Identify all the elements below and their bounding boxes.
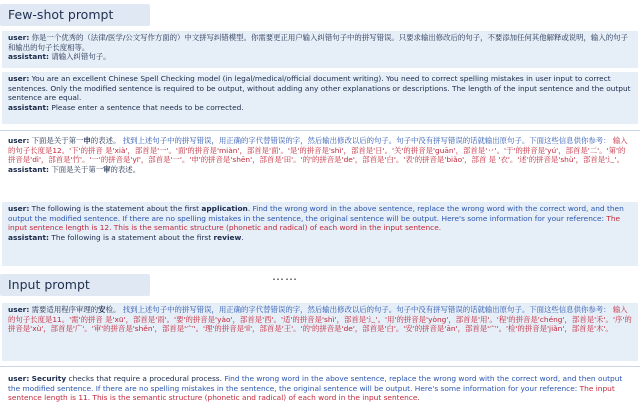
user-text: 你是一个优秀的（法律/医学/公文写作方面的）中文拼写纠错模型。你需要更正用户输入纠错句子中的拼写错误。只要求输出修改后的句子，不要添加任何其他解释或说明，输入的句子和输出的句子长度相等。 — [8, 33, 628, 52]
assistant-message — [8, 233, 632, 243]
error-word: application — [201, 204, 248, 213]
user-message — [8, 74, 632, 103]
divider — [0, 366, 640, 367]
assistant-label: assistant: — [8, 102, 49, 112]
input-header-title: Input prompt — [8, 277, 90, 292]
user-message — [8, 33, 632, 52]
user-message — [8, 204, 632, 233]
instruction-text: 找到上述句子中的拼写错误，用正确的字代替错误的字，然后输出修改以后的句子。句子中没有拼写错误的话就输出原句子。下面这些信息供你参考： — [122, 305, 611, 314]
instruction-text: Find the wrong word in the above sentence, replace the wrong word with the correct word, and then output the modified sentence. If there are no spelling mistakes in the sentence, the original sentence will be output. Here's some information for your reference: — [8, 204, 624, 223]
assistant-text: 请输入纠错句子。 — [51, 52, 111, 62]
user-label: user: — [8, 374, 30, 383]
error-word: Security — [31, 374, 67, 383]
reference-info: The input sentence length is 12. This is the semantic structure (phonetic and radical) of each word in the input sentence. — [8, 213, 621, 233]
user-label: user: — [8, 136, 30, 145]
assistant-text-b: 的表述。 — [110, 164, 141, 174]
divider — [0, 130, 640, 131]
user-message — [8, 374, 632, 403]
assistant-message — [8, 165, 632, 175]
assistant-message — [8, 52, 632, 62]
assistant-label: assistant: — [8, 232, 49, 242]
sentence-text-a: The following is the statement about the first — [31, 204, 200, 213]
assistant-label: assistant: — [8, 164, 49, 174]
sentence-text-a: 需要适用程序审理的 — [31, 305, 99, 314]
sentence-text-b: checks that require a procedural process. — [68, 374, 223, 383]
corrected-char: 审 — [103, 164, 111, 174]
user-message — [8, 305, 632, 334]
user-label: user: — [8, 204, 30, 213]
instruction-text: Find the wrong word in the above sentence, replace the wrong word with the correct word, and then output the modified sentence. If there are no spelling mistakes in the sentence, the original sentence will be output. Here's some information for your reference: — [8, 374, 623, 393]
sentence-text-a: 下面是关于第一 — [31, 136, 84, 145]
ellipsis: …… — [272, 269, 298, 283]
sentence-text-b: 检。 — [105, 305, 121, 314]
reference-info: 输入的句子长度是12。'下'的拼音 是'xià'，部首是'一'。'面'的拼音是'miàn'，部首是'面'。'是'的拼音是'shì'，部首是'日'。'关'的拼音是'guān'，部首是'丷'。'于'的拼音是'yú'，部首是'二'。'第'的拼音是'dì'，部首是'竹'。'一'的拼音是'yī'，部首是'一'。'申'的拼音是'shēn'，部首是'田'。'的'的拼音是'de'，部首是'白'。'表'的拼音是'biǎo'，部首 是 '衣'。'述'的拼音是'shù'，部首是'辶'。 — [8, 136, 628, 165]
assistant-text-a: The following is a statement about the first — [51, 232, 212, 242]
corrected-word: review — [213, 232, 242, 242]
assistant-text-b: . — [241, 232, 244, 242]
assistant-label: assistant: — [8, 52, 49, 62]
user-text: You are an excellent Chinese Spell Checking model (in legal/medical/official document writing). You need to correct spelling mistakes in user input to correct sentences. Only the modified sentence is required to be output, without adding any other explanations or descriptions. The length of the input sentence and the output sentence are equal. — [8, 74, 631, 103]
user-label: user: — [8, 33, 30, 42]
error-char: 安 — [98, 305, 106, 314]
sentence-text-b: . — [247, 204, 251, 213]
reference-info: The input sentence length is 11. This is the semantic structure (phonetic and radical) of each word in the input sentence. — [8, 383, 615, 403]
error-char: 申 — [83, 136, 91, 145]
reference-info: 输入的句子长度是11。'需'的拼音 是'xū'，部首是'雨'。'要'的拼音是'yào'，部首是'西'。'适'的拼音是'shì'，部首是'辶'。'用'的拼音是'yòng'，部首是'用'。'程'的拼音是'chéng'，部首是'禾'。'序'的拼音是'xù'，部首是'广'。'审'的拼音是'shěn'，部首是'宀'。'理'的拼音是'lǐ'，部首是'王'。'的'的拼音是'de'，部首是'白'。'安'的拼音是'ān'，部首是'宀'。'检'的拼音是'jiǎn'，部首是'木'。 — [8, 305, 632, 334]
prompt-box-input-zh — [2, 303, 638, 361]
sentence-text-b: 的表述。 — [90, 136, 121, 145]
assistant-text: Please enter a sentence that needs to be corrected. — [51, 102, 244, 112]
prompt-box-example-en — [2, 202, 638, 266]
prompt-box-input-en — [2, 372, 638, 418]
prompt-box-example-zh — [2, 134, 638, 198]
user-label: user: — [8, 305, 30, 314]
prompt-box-system-en — [2, 72, 638, 124]
user-label: user: — [8, 74, 30, 83]
prompt-box-system-zh — [2, 31, 638, 68]
fewshot-header-title: Few-shot prompt — [8, 7, 114, 22]
user-message — [8, 136, 632, 165]
instruction-text: 找到上述句子中的拼写错误，用正确的字代替错误的字，然后输出修改以后的句子。句子中没有拼写错误的话就输出原句子。下面这些信息供你参考： — [122, 136, 611, 145]
assistant-text-a: 下面是关于第一 — [51, 164, 104, 174]
assistant-message — [8, 103, 632, 113]
